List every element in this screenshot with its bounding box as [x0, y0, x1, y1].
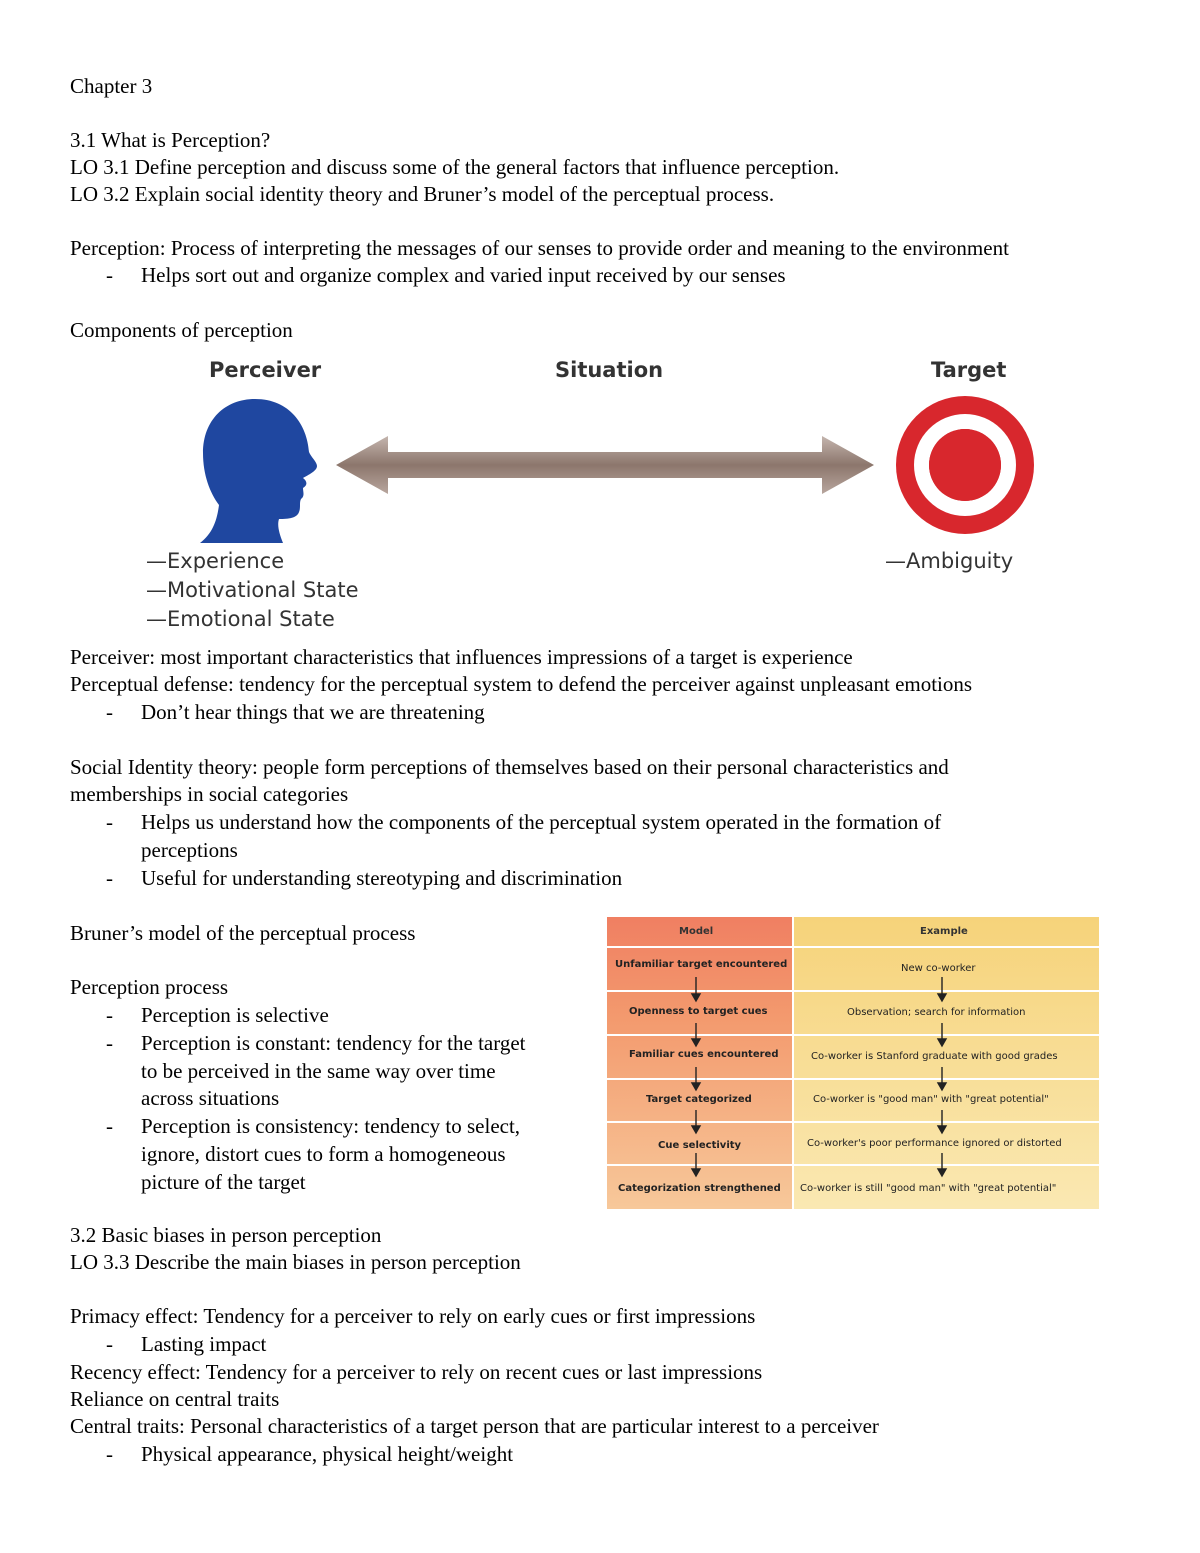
bruner-model-step: Familiar cues encountered [629, 1049, 779, 1060]
perception-process-b3-l3: picture of the target [141, 1170, 306, 1194]
bruner-example-step: Co-worker is "good man" with "great potential" [813, 1094, 1049, 1105]
target-item-ambiguity: —Ambiguity [885, 549, 1014, 573]
perceiver-item-emotional-state: —Emotional State [146, 607, 335, 631]
perceiver-item-experience: —Experience [146, 549, 285, 573]
learning-objective-3-1: LO 3.1 Define perception and discuss some of the general factors that influence perception. [70, 155, 840, 179]
perception-bullet: Helps sort out and organize complex and varied input received by our senses [141, 263, 786, 287]
perception-process-b2-l1: Perception is constant: tendency for the target [141, 1031, 526, 1055]
central-traits: Central traits: Personal characteristics of a target person that are particular interest to a perceiver [70, 1414, 879, 1438]
target-bullseye-icon [895, 394, 1035, 536]
chapter-title: Chapter 3 [70, 74, 153, 98]
bruner-example-step: Observation; search for information [847, 1007, 1026, 1018]
learning-objective-3-2: LO 3.2 Explain social identity theory and Bruner’s model of the perceptual process. [70, 182, 775, 206]
section-3-2-title: 3.2 Basic biases in person perception [70, 1223, 382, 1247]
situation-double-arrow-icon [332, 432, 878, 498]
perception-process-b1: Perception is selective [141, 1003, 329, 1027]
learning-objective-3-3: LO 3.3 Describe the main biases in person perception [70, 1250, 521, 1274]
reliance-central-traits: Reliance on central traits [70, 1387, 280, 1411]
social-identity-line1: Social Identity theory: people form perceptions of themselves based on their personal characteristics and [70, 755, 949, 779]
bruner-model-step: Categorization strengthened [618, 1183, 781, 1194]
social-identity-line2: memberships in social categories [70, 782, 349, 806]
bruner-example-step: Co-worker is Stanford graduate with good grades [811, 1051, 1058, 1062]
social-identity-bullet1-line1: Helps us understand how the components of the perceptual system operated in the formation of [141, 810, 942, 834]
components-heading: Components of perception [70, 318, 293, 342]
bruner-header-example: Example [920, 926, 968, 937]
bruner-heading: Bruner’s model of the perceptual process [70, 921, 416, 945]
bullet-dash: - [106, 700, 113, 724]
perceiver-head-icon [195, 395, 320, 545]
perception-process-heading: Perception process [70, 975, 229, 999]
bullet-dash: - [106, 1442, 113, 1466]
bruner-model-step: Openness to target cues [629, 1006, 768, 1017]
perceiver-label: Perceiver [209, 358, 322, 382]
bruner-example-step: New co-worker [901, 963, 976, 974]
bullet-dash: - [106, 1031, 113, 1055]
bruner-model-step: Unfamiliar target encountered [615, 959, 788, 970]
perception-process-b3-l1: Perception is consistency: tendency to select, [141, 1114, 521, 1138]
bullet-dash: - [106, 1003, 113, 1027]
recency-effect: Recency effect: Tendency for a perceiver to rely on recent cues or last impressions [70, 1360, 763, 1384]
section-3-1-title: 3.1 What is Perception? [70, 128, 271, 152]
bruner-model-table [607, 917, 1099, 1209]
defense-bullet: Don’t hear things that we are threatening [141, 700, 485, 724]
bullet-dash: - [106, 263, 113, 287]
target-label: Target [931, 358, 1007, 382]
situation-label: Situation [555, 358, 664, 382]
bruner-model-step: Cue selectivity [658, 1140, 742, 1151]
perceptual-defense: Perceptual defense: tendency for the perceptual system to defend the perceiver against unpleasant emotions [70, 672, 973, 696]
central-traits-bullet: Physical appearance, physical height/weight [141, 1442, 514, 1466]
bullet-dash: - [106, 866, 113, 890]
bruner-header-model: Model [679, 926, 714, 937]
perception-process-b3-l2: ignore, distort cues to form a homogeneous [141, 1142, 506, 1166]
bullet-dash: - [106, 1332, 113, 1356]
social-identity-bullet2: Useful for understanding stereotyping and discrimination [141, 866, 623, 890]
bullet-dash: - [106, 810, 113, 834]
perception-process-b2-l2: to be perceived in the same way over time [141, 1059, 496, 1083]
perception-process-b2-l3: across situations [141, 1086, 280, 1110]
primacy-bullet: Lasting impact [141, 1332, 267, 1356]
perception-definition: Perception: Process of interpreting the messages of our senses to provide order and meaning to the environment [70, 236, 1009, 260]
bruner-example-step: Co-worker's poor performance ignored or distorted [807, 1138, 1062, 1149]
primacy-effect: Primacy effect: Tendency for a perceiver to rely on early cues or first impressions [70, 1304, 756, 1328]
bruner-example-step: Co-worker is still "good man" with "great potential" [800, 1183, 1057, 1194]
perceiver-text: Perceiver: most important characteristics that influences impressions of a target is experience [70, 645, 853, 669]
bullet-dash: - [106, 1114, 113, 1138]
social-identity-bullet1-line2: perceptions [141, 838, 238, 862]
perceiver-item-motivational-state: —Motivational State [146, 578, 359, 602]
bruner-model-step: Target categorized [646, 1094, 752, 1105]
